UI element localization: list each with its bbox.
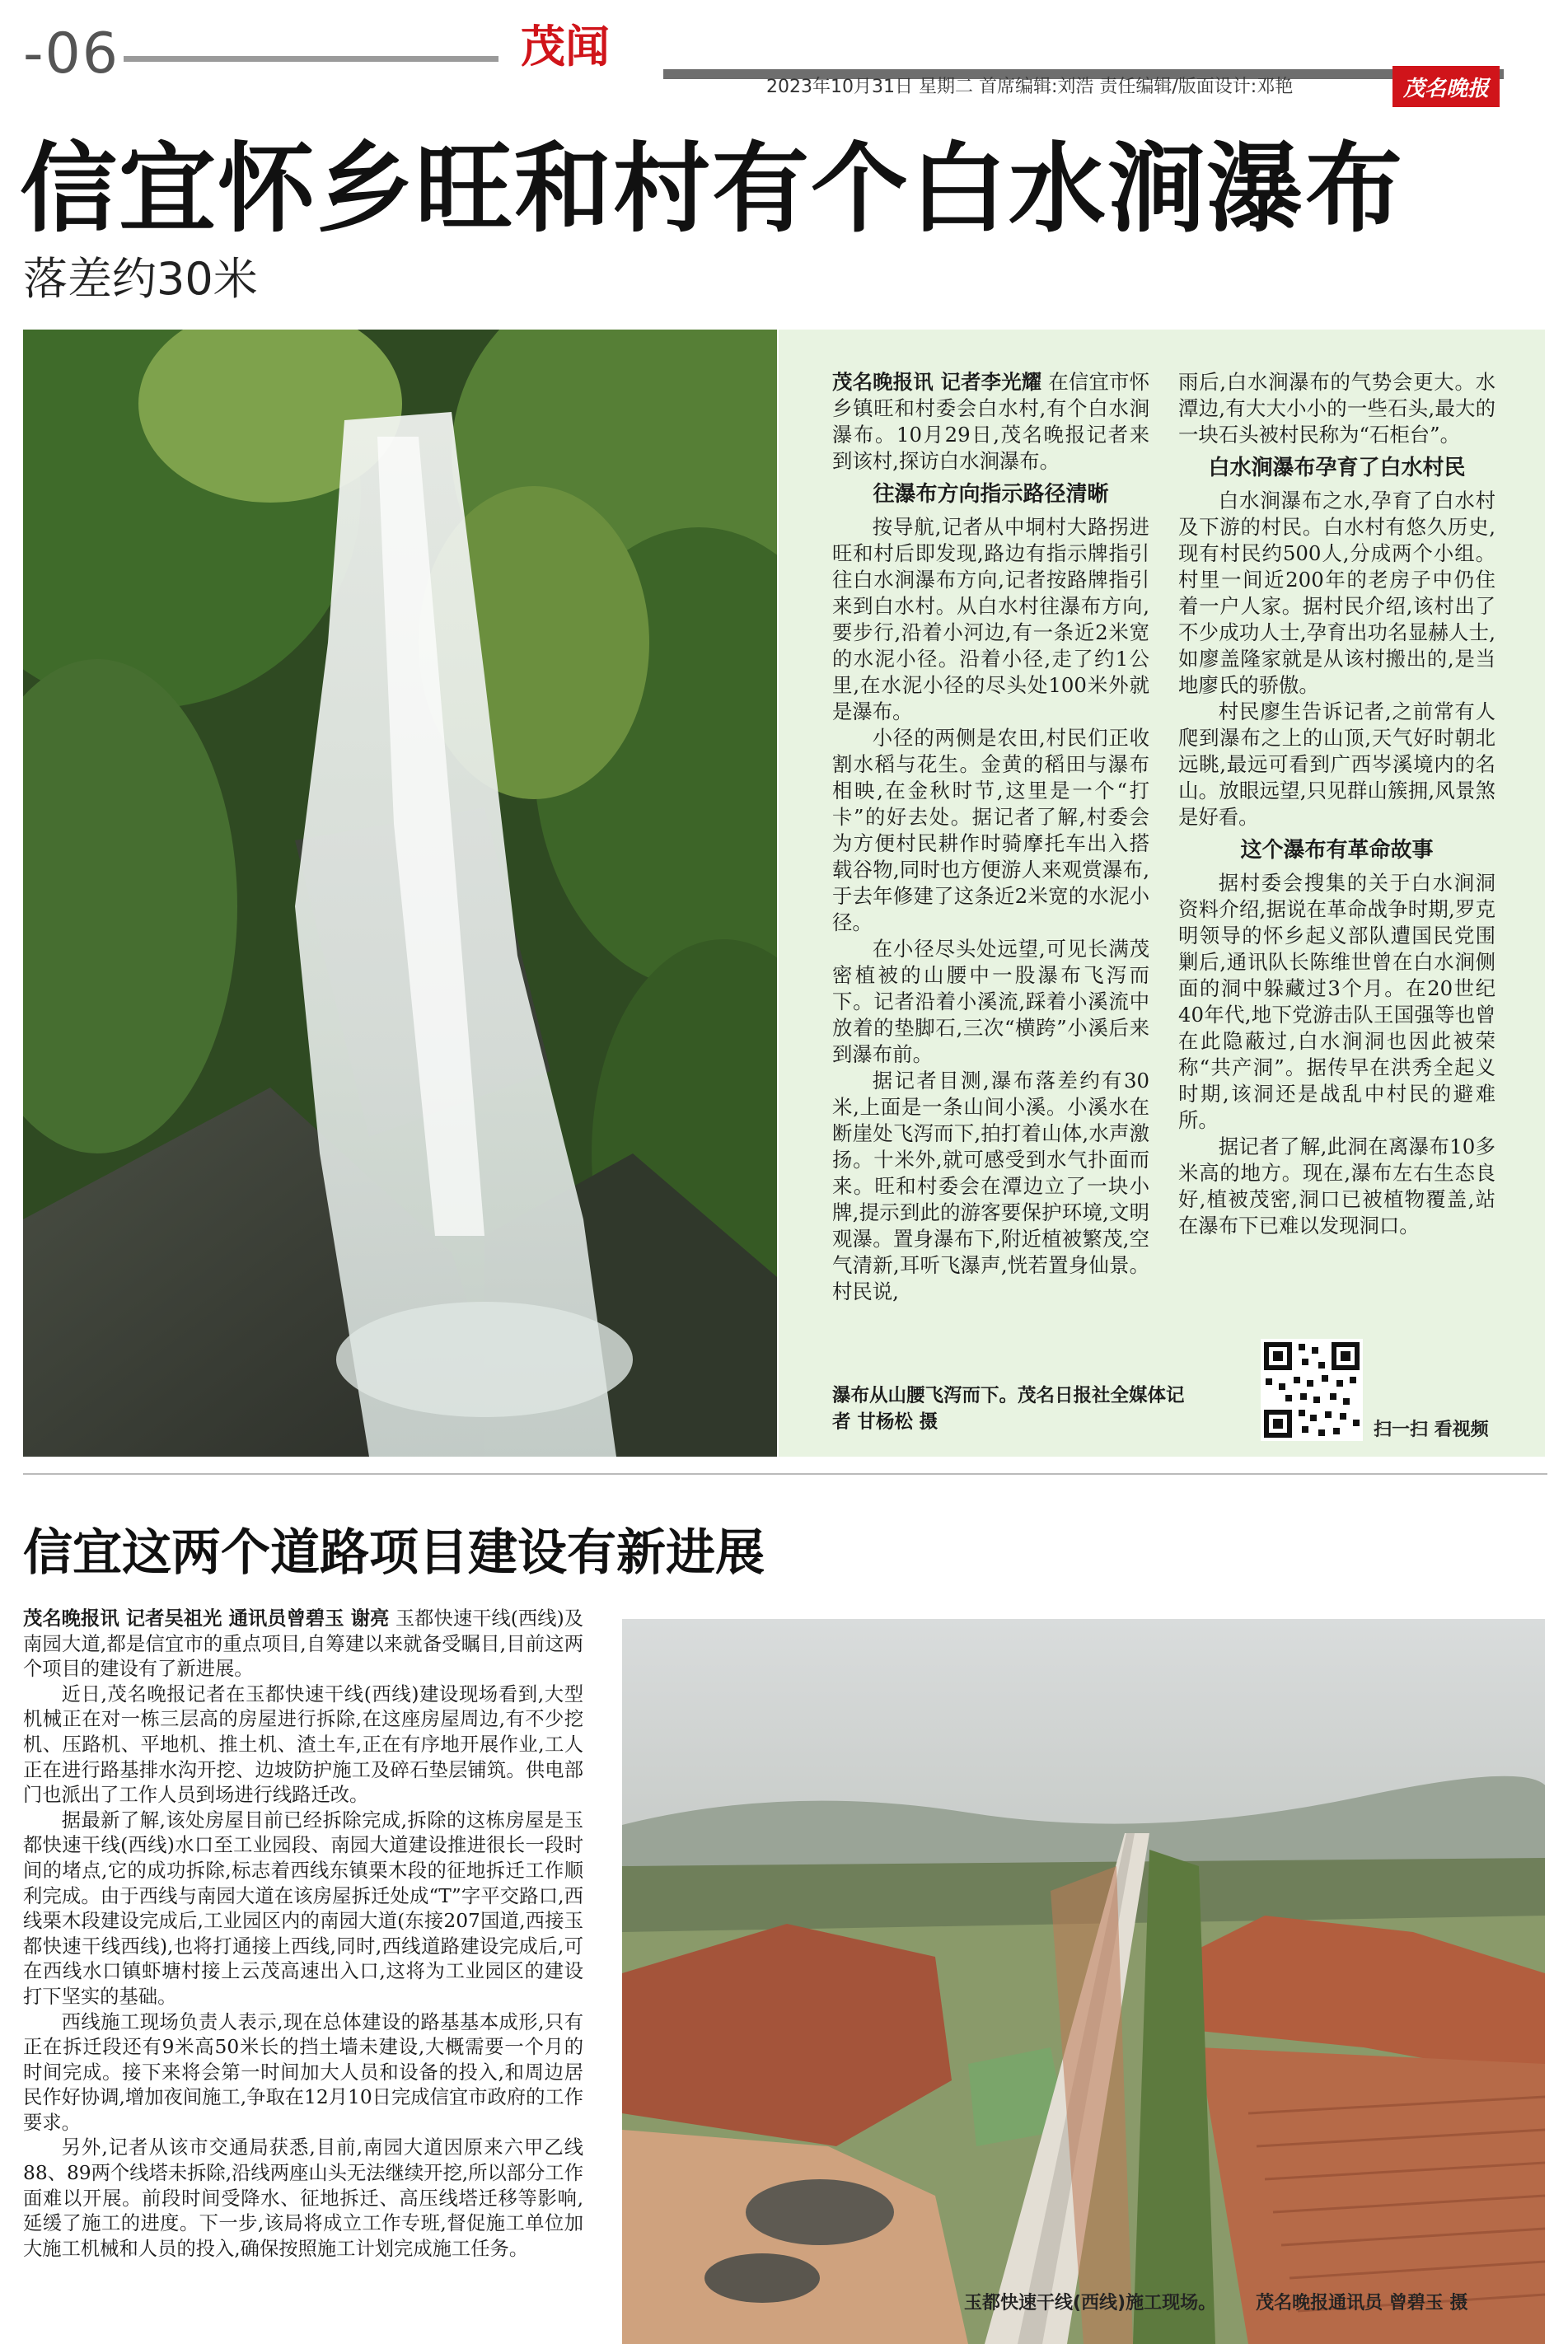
paragraph: 雨后,白水涧瀑布的气势会更大。水潭边,有大大小小的一些石头,最大的一块石头被村民称为“石柜台”。 [1178, 370, 1495, 447]
newspaper-logo: 茂名晚报 [1392, 66, 1500, 107]
paragraph: 据记者了解,此洞在离瀑布10多米高的地方。现在,瀑布左右生态良好,植被茂密,洞口已被植物覆盖,站在瀑布下已难以发现洞口。 [1178, 1135, 1495, 1238]
paragraph: 在小径尽头处远望,可见长满茂密植被的山腰中一股瀑布飞泻而下。记者沿着小溪流,踩着小溪流中放着的垫脚石,三次“横跨”小溪后来到瀑布前。 [832, 937, 1149, 1066]
qr-code-icon[interactable] [1261, 1339, 1363, 1441]
issue-info: 2023年10月31日 星期二 首席编辑:刘浩 责任编辑/版面设计:邓艳 [766, 77, 1294, 97]
article-column-1 [832, 369, 1149, 1305]
headline: 信宜怀乡旺和村有个白水涧瀑布 [20, 132, 1405, 246]
paragraph: 另外,记者从该市交通局获悉,目前,南园大道因原来六甲乙线88、89两个线塔未拆除,沿线两座山头无法继续开挖,所以部分工作面难以开展。前段时间受降水、征地拆迁、高压线塔迁移等影响,延缓了施工的进度。下一步,该局将成立工作专班,督促施工单位加大施工机械和人员的投入,确保按照施工计划完成施工任务。 [23, 2136, 583, 2260]
caption-text: 玉都快速干线(西线)施工现场。 [964, 2293, 1217, 2314]
section-heading: 往瀑布方向指示路径清晰 [873, 482, 1109, 507]
paragraph: 在信宜市怀乡镇旺和村委会白水村,有个白水涧瀑布。10月29日,茂名晚报记者来到该村,探访白水涧瀑布。 [832, 370, 1149, 473]
section-heading: 白水涧瀑布孕育了白水村民 [1208, 456, 1466, 480]
paragraph: 小径的两侧是农田,村民们正收割水稻与花生。金黄的稻田与瀑布相映,在金秋时节,这里是一个“打卡”的好去处。据记者了解,村委会为方便村民耕作时骑摩托车出入搭载谷物,同时也方便游人来观赏瀑布,于去年修建了这条近2米宽的水泥小径。 [832, 726, 1149, 934]
paragraph: 按导航,记者从中垌村大路拐进旺和村后即发现,路边有指示牌指引往白水涧瀑布方向,记者按路牌指引来到白水村。从白水村往瀑布方向,要步行,沿着小河边,有一条近2米宽的水泥小径。沿着小径,走了约1公里,在水泥小径的尽头处100米外就是瀑布。 [832, 515, 1149, 723]
paragraph: 据记者目测,瀑布落差约有30米,上面是一条山间小溪。小溪水在断崖处飞泻而下,拍打着山体,水声激扬。十米外,就可感受到水气扑面而来。旺和村委会在潭边立了一块小牌,提示到此的游客要保护环境,文明观瀑。置身瀑布下,附近植被繁茂,空气清新,耳听飞瀑声,恍若置身仙景。村民说, [832, 1069, 1149, 1303]
paragraph: 西线施工现场负责人表示,现在总体建设的路基基本成形,只有正在拆迁段还有9米高50米长的挡土墙未建设,大概需要一个月的时间完成。接下来将会第一时间加大人员和设备的投入,和周边居民作好协调,增加夜间施工,争取在12月10日完成信宜市政府的工作要求。 [23, 2010, 583, 2134]
page-number: -06 [23, 21, 120, 87]
qr-label: 扫一扫 看视频 [1374, 1420, 1489, 1440]
paragraph: 近日,茂名晚报记者在玉都快速干线(西线)建设现场看到,大型机械正在对一栋三层高的房屋进行拆除,在这座房屋周边,有不少挖机、压路机、平地机、推土机、渣土车,正在有序地开展作业,工人正在进行路基排水沟开挖、边坡防护施工及碎石垫层铺筑。供电部门也派出了工作人员到场进行线路迁改。 [23, 1682, 583, 1807]
article-column-2 [1178, 369, 1495, 1239]
subheadline: 落差约30米 [23, 253, 258, 305]
article-column-3 [23, 1607, 583, 2262]
waterfall-photo [23, 330, 777, 1457]
road-construction-photo [622, 1619, 1545, 2344]
paragraph: 村民廖生告诉记者,之前常有人爬到瀑布之上的山顶,天气好时朝北远眺,最远可看到广西岑溪境内的名山。放眼远望,只见群山簇拥,风景煞是好看。 [1178, 699, 1495, 829]
byline: 茂名晚报讯 记者吴祖光 通讯员曾碧玉 谢亮 [23, 1607, 390, 1630]
paragraph: 玉都快速干线(西线)及南园大道,都是信宜市的重点项目,自筹建以来就备受瞩目,目前这两个项目的建设有了新进展。 [23, 1607, 584, 1681]
byline: 茂名晚报讯 记者李光耀 [832, 370, 1042, 394]
section-heading: 这个瀑布有革命故事 [1240, 838, 1434, 863]
section-label: 茂闻 [521, 21, 610, 73]
photo-caption-2 [964, 2289, 1507, 2314]
paragraph: 据最新了解,该处房屋目前已经拆除完成,拆除的这栋房屋是玉都快速干线(西线)水口至工业园段、南园大道建设推进很长一段时间的堵点,它的成功拆除,标志着西线东镇栗木段的征地拆迁工作顺利完成。由于西线与南园大道在该房屋拆迁处成“T”字平交路口,西线栗木段建设完成后,工业园区内的南园大道(东接207国道,西接玉都快速干线西线),也将打通接上西线,同时,西线道路建设完成后,可在西线水口镇虾塘村接上云茂高速出入口,这将为工业园区的建设打下坚实的基础。 [23, 1808, 583, 2008]
header-rule [124, 56, 498, 62]
headline-2: 信宜这两个道路项目建设有新进展 [23, 1524, 765, 1582]
photo-caption: 瀑布从山腰飞泻而下。茂名日报社全媒体记者 甘杨松 摄 [832, 1385, 1185, 1433]
paragraph: 白水涧瀑布之水,孕育了白水村及下游的村民。白水村有悠久历史,现有村民约500人,分成两个小组。村里一间近200年的老房子中仍住着一户人家。据村民介绍,该村出了不少成功人士,孕育出功名显赫人士,如廖盖隆家就是从该村搬出的,是当地廖氏的骄傲。 [1178, 489, 1495, 697]
caption-credit: 茂名晚报通讯员 曾碧玉 摄 [1256, 2293, 1468, 2314]
paragraph: 据村委会搜集的关于白水涧洞资料介绍,据说在革命战争时期,罗克明领导的怀乡起义部队遭国民党围剿后,通讯队长陈维世曾在白水涧侧面的洞中躲藏过3个月。在20世纪40年代,地下党游击队王国强等也曾在此隐蔽过,白水涧洞也因此被荣称“共产洞”。据传早在洪秀全起义时期,该洞还是战乱中村民的避难所。 [1178, 871, 1495, 1132]
story-divider [23, 1473, 1547, 1475]
